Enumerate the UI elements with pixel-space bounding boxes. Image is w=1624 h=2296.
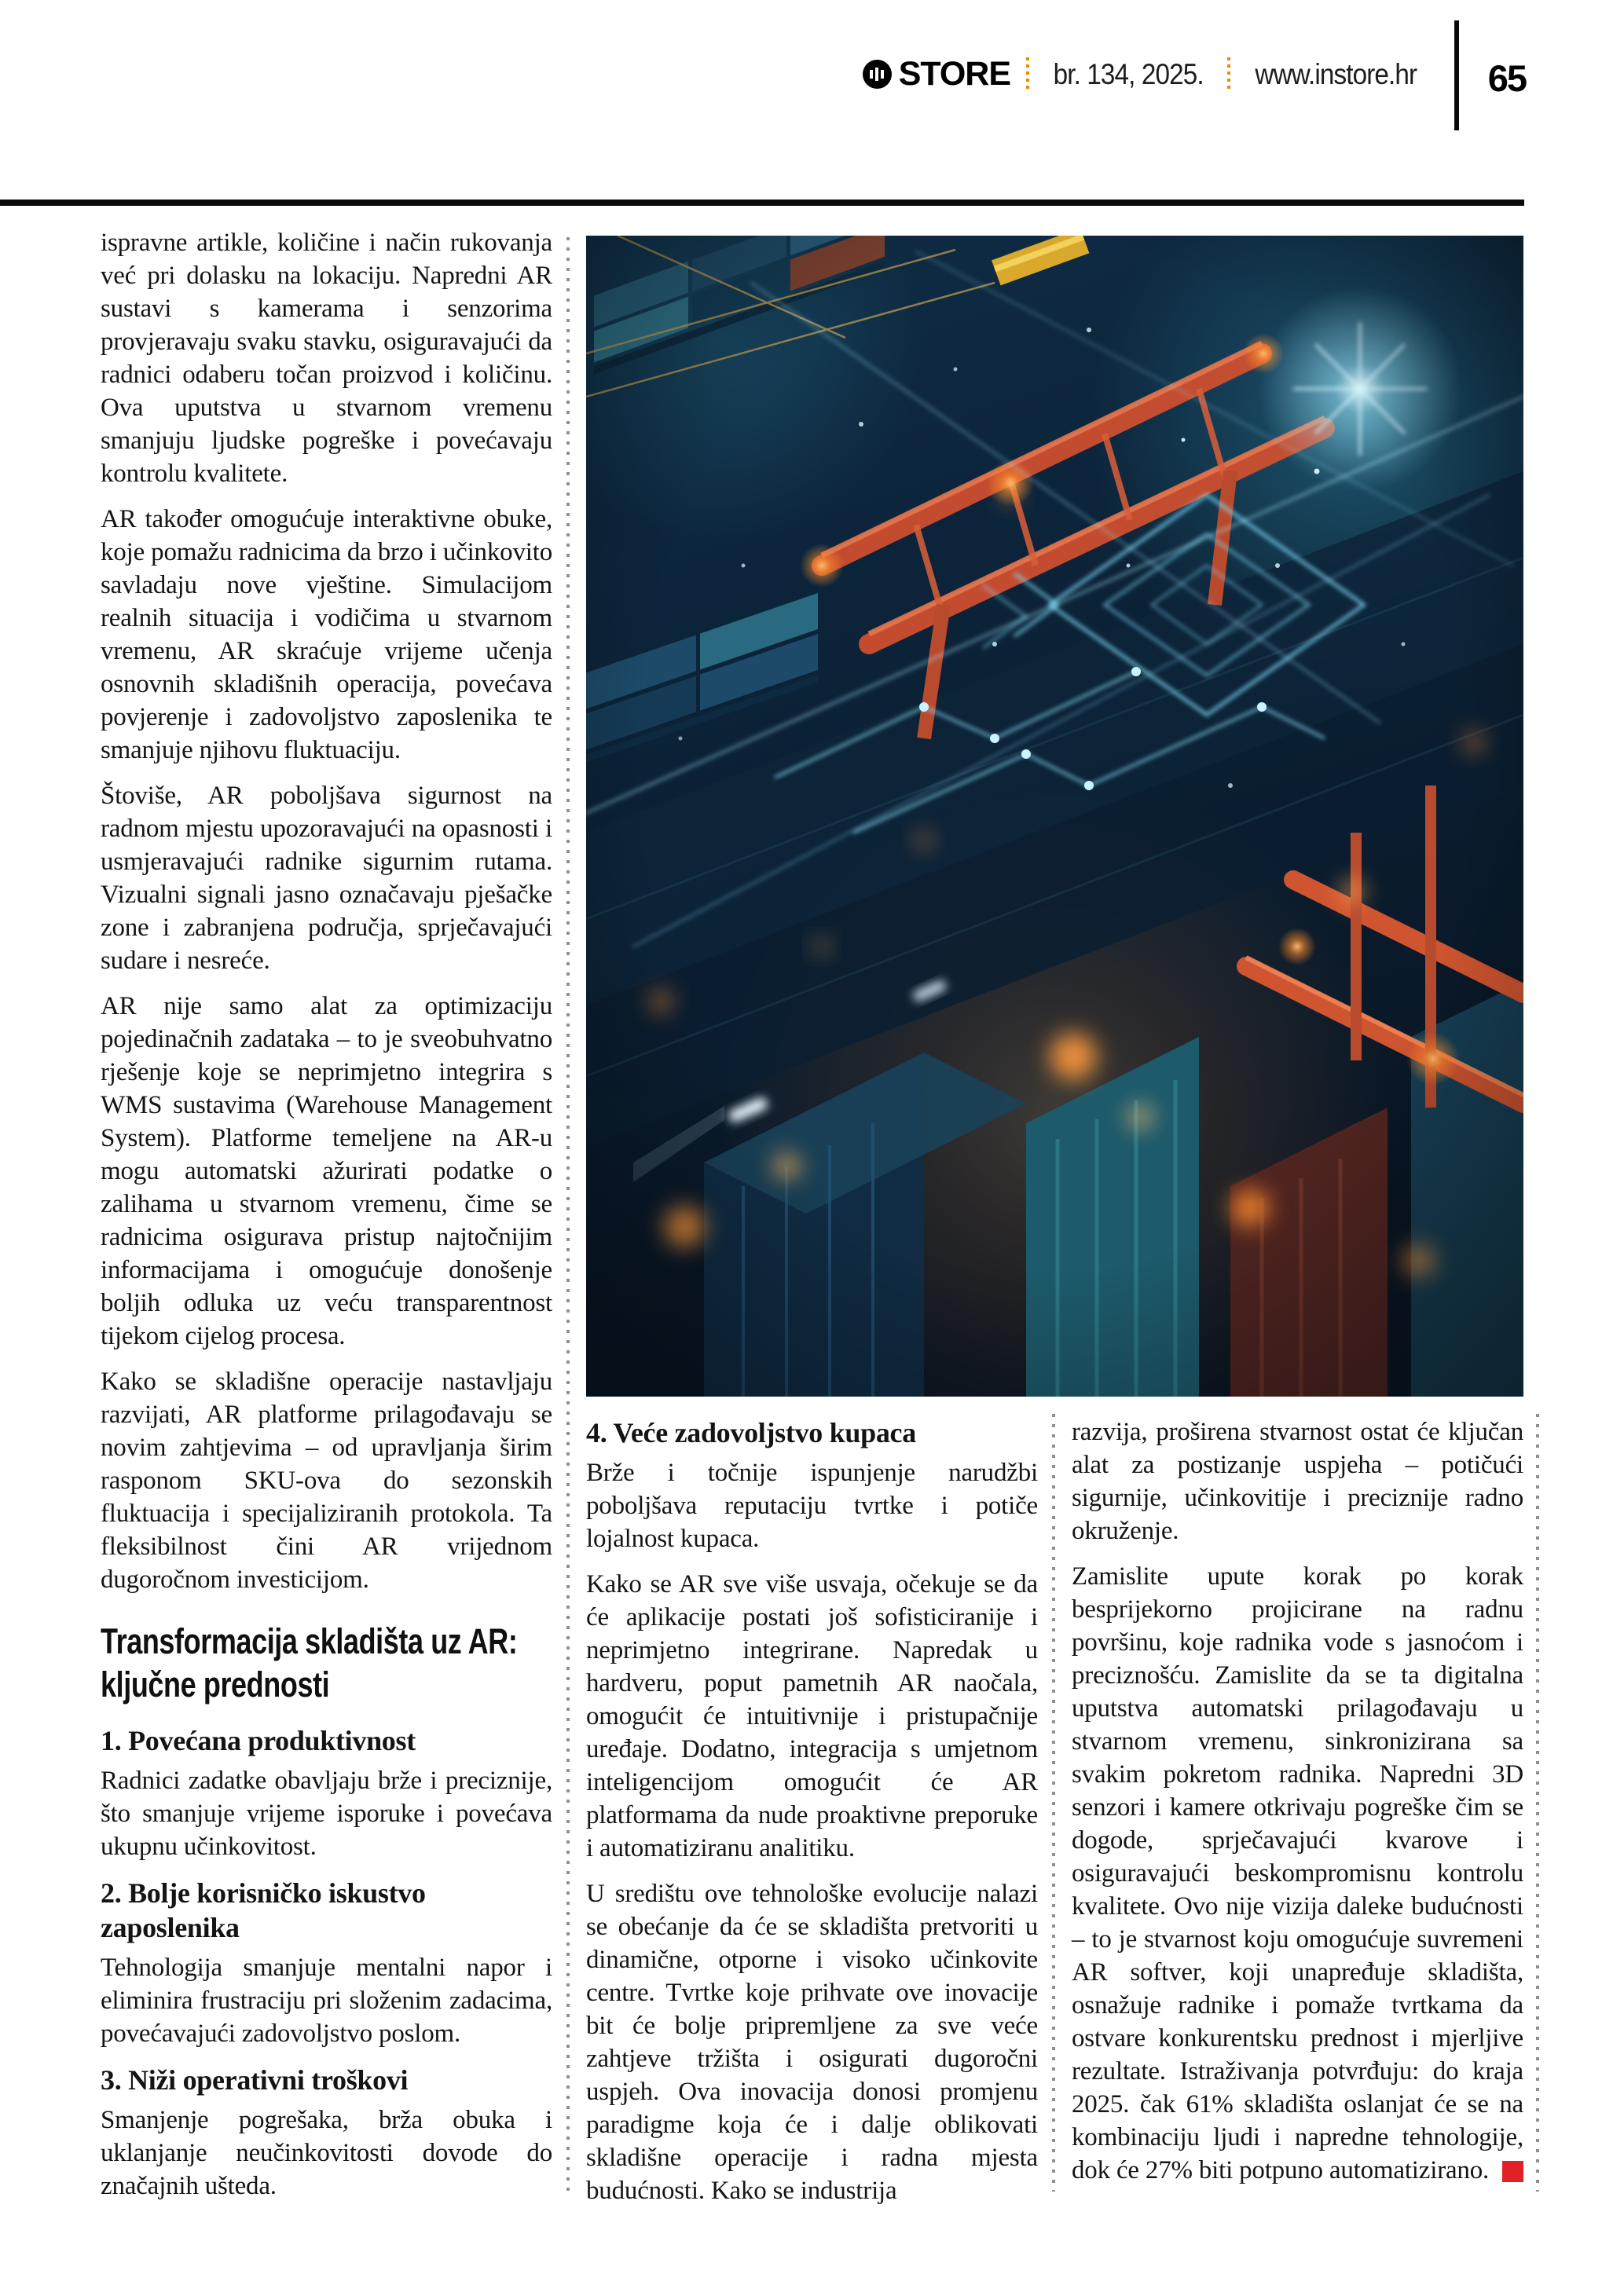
top-rule: [0, 200, 1524, 206]
benefit-title: 3. Niži operativni troškovi: [101, 2064, 409, 2096]
paragraph: ispravne artikle, količine i način rukovanja već pri dolasku na lokaciju. Napredni AR sustavi s kamerama i senzorima provjeravaju svaku stavku, osiguravajući da radnici odaberu točan proizvod i količinu. Ova uputstva u stvarnom vremenu smanjuju ljudske pogreške i povećavaju kontrolu kvalitete.: [101, 229, 552, 488]
section-heading: Transformacija skladišta uz AR: ključne prednosti: [101, 1621, 518, 1705]
dotted-separator-icon: [1227, 57, 1230, 92]
benefit-body: Radnici zadatke obavljaju brže i preciznije, što smanjuje vrijeme isporuke i povećava ukupnu učinkovitost.: [101, 1767, 552, 1861]
column-separator: [566, 237, 570, 2192]
paragraph: Zamislite upute korak po korak besprijekorno projicirane na radnu površinu, koje radnika vode s jasnoćom i preciznošću. Zamislite da se ta digitalna uputstva automatski prilagođavaju u stvarnom vremenu, sinkronizirana sa svakim pokretom radnika. Napredni 3D senzori i kamere otkrivaju pogreške čim se dogode, sprječavajući kvarove i osiguravajući beskompromisnu kontrolu kvalitete. Ovo nije vizija daleke budućnosti – to je stvarnost koju omogućuje suvremeni AR softver, koji unapređuje skladišta, osnažuje radnike i pomaže tvrtkama da ostvare konkurentsku prednost i mjerljive rezultate. Istraživanja potvrđuju: do kraja 2025. čak 61% skladišta oslanjat će se na kombinaciju ljudi i napredne tehnologije, dok će 27% biti potpuno automatizirano.: [1072, 1562, 1523, 2184]
article-column-3: [1072, 1415, 1523, 2199]
page-number: 65: [1487, 57, 1526, 99]
paragraph: razvija, proširena stvarnost ostat će ključan alat za postizanje uspjeha – potičući sigurnije, učinkovitije i preciznije radno okruženje.: [1072, 1418, 1523, 1545]
paragraph: U središtu ove tehnološke evolucije nalazi se obećanje da će se skladišta pretvoriti u dinamične, otporne i visoko učinkovite centre. Tvrtke koje prihvate ove inovacije bit će bolje pripremljene za sve veće zahtjeve tržišta i osigurati dugoročni uspjeh. Ova inovacija donosi promjenu paradigme koja će i dalje oblikovati skladišne operacije i radna mjesta budućnosti. Kako se industrija: [586, 1880, 1038, 2205]
benefit-body: Tehnologija smanjuje mentalni napor i eliminira frustraciju pri složenim zadacima, povećavajući zadovoljstvo poslom.: [101, 1954, 552, 2048]
column-separator: [1536, 1414, 1539, 2192]
magazine-logo: [863, 55, 1010, 93]
site-url: www.instore.hr: [1255, 57, 1417, 90]
end-of-article-marker: [1502, 2161, 1523, 2182]
benefit-title: 1. Povećana produktivnost: [101, 1725, 416, 1756]
paragraph: AR također omogućuje interaktivne obuke, koje pomažu radnicima da brzo i učinkovito savladaju nove vještine. Simulacijom realnih situacija i vodičima u stvarnom vremenu, AR skraćuje vrijeme učenja osnovnih skladišnih operacija, povećava povjerenje i zadovoljstvo zaposlenika te smanjuje njihovu fluktuaciju.: [101, 505, 552, 764]
closing-paragraph: [1072, 1560, 1523, 2187]
paragraph: Brže i točnije ispunjenje narudžbi poboljšava reputaciju tvrtke i potiče lojalnost kupaca.: [586, 1459, 1038, 1553]
masthead: [863, 55, 1426, 93]
article-column-1: [101, 226, 552, 2215]
header-divider: [1454, 20, 1459, 130]
benefit-title: 4. Veće zadovoljstvo kupaca: [586, 1417, 916, 1448]
dotted-separator-icon: [1026, 57, 1029, 92]
warehouse-ar-illustration-svg: [586, 236, 1523, 1397]
paragraph: AR nije samo alat za optimizaciju pojedinačnih zadataka – to je sveobuhvatno rješenje koje se neprimjetno integrira s WMS sustavima (Warehouse Management System). Platforme temeljene na AR-u mogu automatski ažurirati podatke o zalihama u stvarnom vremenu, čime se radnicima osigurava pristup najtočnijim informacijama i omogućuje donošenje boljih odluka uz veću transparentnost tijekom cijelog procesa.: [101, 992, 552, 1350]
instore-logo-mark-icon: [863, 60, 892, 89]
paragraph: Štoviše, AR poboljšava sigurnost na radnom mjestu upozoravajući na opasnosti i usmjeravajući radnike sigurnim rutama. Vizualni signali jasno označavaju pješačke zone i zabranjena područja, sprječavajući sudare i nesreće.: [101, 782, 552, 975]
logo-name: STORE: [898, 55, 1011, 93]
benefit-title: 2. Bolje korisničko iskustvo zaposlenika: [101, 1877, 426, 1943]
paragraph: Kako se skladišne operacije nastavljaju razvijati, AR platforme prilagođavaju se novim zahtjevima – od upravljanja širim rasponom SKU-ova do sezonskih fluktuacija i specijaliziranih protokola. Ta fleksibilnost čini AR vrijednom dugoročnom investicijom.: [101, 1368, 552, 1594]
column-separator: [1052, 1414, 1055, 2192]
paragraph: Kako se AR sve više usvaja, očekuje se da će aplikacije postati još sofisticiranije i neprimjetno integrirane. Napredak u hardveru, poput pametnih AR naočala, omogućit će intuitivnije i pristupačnije uređaje. Dodatno, integracija s umjetnom inteligencijom omogućit će AR platformama da nude proaktivne preporuke i automatiziranu analitiku.: [586, 1570, 1038, 1862]
benefit-body: Smanjenje pogrešaka, brža obuka i uklanjanje neučinkovitosti dovode do značajnih ušteda.: [101, 2106, 552, 2200]
warehouse-ar-illustration: [586, 236, 1523, 1397]
issue-number: br. 134, 2025.: [1053, 57, 1204, 90]
article-column-2: [586, 1415, 1038, 2220]
